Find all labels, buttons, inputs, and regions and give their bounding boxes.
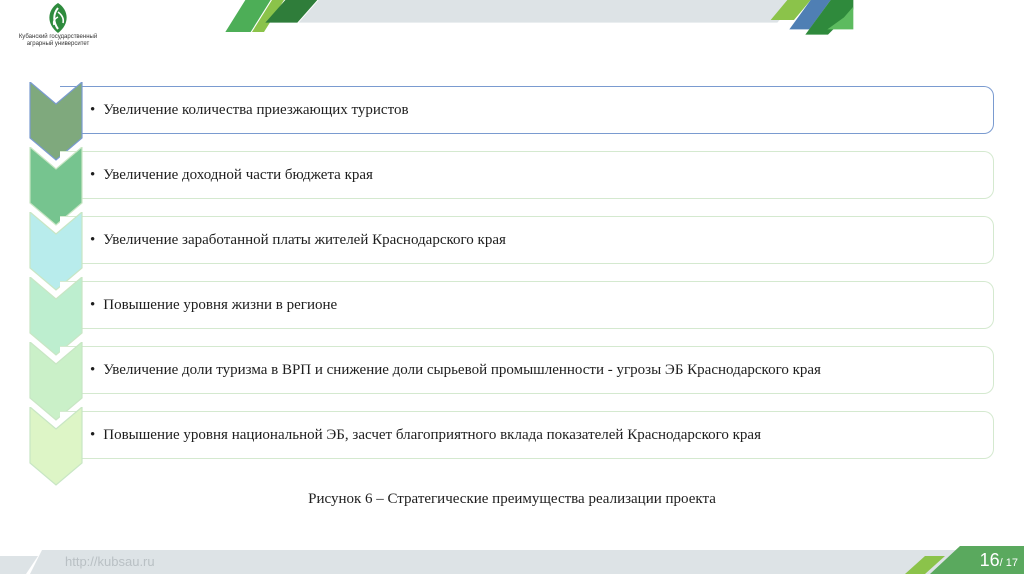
figure-caption: Рисунок 6 – Стратегические преимущества реализации проекта bbox=[308, 491, 716, 507]
row-text bbox=[90, 217, 506, 263]
footer-url[interactable]: http://kubsau.ru bbox=[65, 554, 155, 569]
row-label: Повышение уровня национальной ЭБ, засчет благоприятного вклада показателей Краснодарского края bbox=[103, 426, 761, 443]
row-text bbox=[90, 282, 337, 328]
university-logo bbox=[12, 2, 104, 52]
diagram-row bbox=[60, 216, 994, 264]
row-label: Увеличение доходной части бюджета края bbox=[103, 166, 373, 183]
logo-line: Кубанский государственный bbox=[18, 34, 98, 40]
bullet: • bbox=[90, 426, 96, 443]
page-current: 16 bbox=[979, 550, 1000, 570]
logo-line: аграрный университет bbox=[26, 40, 90, 47]
header-decor bbox=[0, 0, 1024, 40]
row-text bbox=[90, 87, 409, 133]
leaf-logo-icon bbox=[43, 2, 73, 34]
page-total: / 17 bbox=[999, 557, 1018, 569]
row-label: Увеличение количества приезжающих туристов bbox=[103, 101, 409, 118]
row-text bbox=[90, 412, 761, 458]
row-text bbox=[90, 152, 373, 198]
row-label: Увеличение заработанной платы жителей Краснодарского края bbox=[103, 231, 506, 248]
bullet: • bbox=[90, 361, 96, 378]
logo-caption bbox=[12, 34, 104, 47]
diagram-row bbox=[60, 281, 994, 329]
row-label: Увеличение доли туризма в ВРП и снижение доли сырьевой промышленности - угрозы ЭБ Краснодарского края bbox=[103, 361, 821, 378]
bullet: • bbox=[90, 296, 96, 313]
chevron-step-icon bbox=[28, 407, 88, 487]
bullet: • bbox=[90, 101, 96, 118]
page-number bbox=[980, 550, 1018, 571]
chevron-shape bbox=[30, 407, 82, 485]
bullet: • bbox=[90, 166, 96, 183]
header-band bbox=[299, 0, 798, 23]
bullet: • bbox=[90, 231, 96, 248]
diagram-row bbox=[60, 86, 994, 134]
row-label: Повышение уровня жизни в регионе bbox=[103, 296, 338, 313]
footer-band bbox=[30, 550, 1024, 574]
diagram-row bbox=[60, 346, 994, 394]
row-text bbox=[90, 347, 821, 393]
diagram-row bbox=[60, 151, 994, 199]
diagram-row bbox=[60, 411, 994, 459]
